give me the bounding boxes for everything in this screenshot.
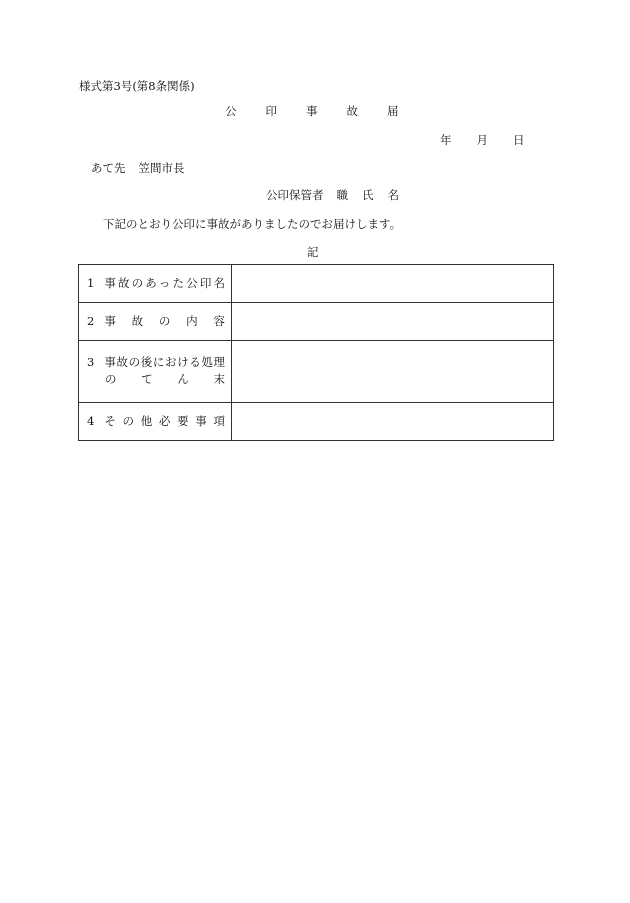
label-char: け <box>177 355 189 370</box>
label-char: お <box>164 355 177 370</box>
label-char: 内 <box>186 313 198 328</box>
row-label-text <box>104 356 225 370</box>
row-label-cell <box>79 303 232 341</box>
label-char: 要 <box>177 413 189 428</box>
row-label-cell <box>79 341 232 403</box>
holder-name-char: 氏 <box>362 188 374 202</box>
label-char: 故 <box>131 313 144 328</box>
label-char: っ <box>158 275 171 290</box>
holder-name-char: 職 <box>336 188 348 202</box>
label-char: あ <box>145 275 157 290</box>
row-label-cell <box>79 265 232 303</box>
label-char: 後 <box>140 355 153 370</box>
label-char: そ <box>104 413 116 428</box>
incident-table <box>78 264 554 441</box>
table-row <box>79 341 554 403</box>
seal-holder-label: 公印保管者 <box>266 188 324 202</box>
label-char: の <box>122 413 135 428</box>
title-char: 公 <box>225 104 237 118</box>
label-char: の <box>158 313 171 328</box>
label-char: 事 <box>104 275 116 290</box>
label-char: 事 <box>104 313 116 328</box>
label-char: 容 <box>213 313 225 328</box>
label-char: ん <box>177 372 189 386</box>
holder-name-char: 名 <box>387 188 399 202</box>
row-label <box>87 356 225 370</box>
label-char: 公 <box>186 275 198 290</box>
label-char: て <box>141 372 153 386</box>
table-row <box>79 403 554 441</box>
title-char: 故 <box>346 104 358 118</box>
row-value-field[interactable] <box>232 265 554 303</box>
row-label-text <box>104 315 225 329</box>
body-text: 下記のとおり公印に事故がありましたのでお届けします。 <box>103 217 402 231</box>
label-char: の <box>131 275 144 290</box>
title-char: 事 <box>306 104 318 118</box>
ki-heading: 記 <box>307 245 319 259</box>
row-value-field[interactable] <box>232 303 554 341</box>
label-char: た <box>172 275 185 290</box>
row-value-field[interactable] <box>232 403 554 441</box>
row-number: 4 <box>87 413 95 428</box>
label-char: 事 <box>195 413 207 428</box>
document-title <box>225 105 399 119</box>
table-row <box>79 265 554 303</box>
title-char: 届 <box>387 104 399 118</box>
form-number: 様式第3号(第8条関係) <box>79 79 195 93</box>
seal-holder <box>266 189 399 203</box>
label-char: 処 <box>201 355 213 370</box>
label-char: 必 <box>158 413 171 428</box>
label-char: の <box>105 372 117 386</box>
row-value-field[interactable] <box>232 341 554 403</box>
title-char: 印 <box>265 104 277 118</box>
row-number: 1 <box>87 275 95 290</box>
date-day-label: 日 <box>513 133 525 147</box>
table-row <box>79 303 554 341</box>
row-label-text <box>104 415 225 429</box>
row-label <box>87 277 225 291</box>
label-char: 故 <box>116 355 128 370</box>
row-label-text <box>104 277 225 291</box>
label-char: 故 <box>117 275 130 290</box>
row-label-cell <box>79 403 232 441</box>
addressee-name: 笠間市長 <box>138 161 185 175</box>
date-line <box>440 134 525 148</box>
label-char: に <box>152 355 165 370</box>
row-number: 3 <box>87 355 95 370</box>
label-char: る <box>189 355 201 370</box>
row-label-subline <box>105 373 225 387</box>
label-char: 名 <box>213 275 225 290</box>
label-char: 印 <box>199 275 212 290</box>
date-year-label: 年 <box>440 133 452 147</box>
label-char: 他 <box>140 413 153 428</box>
label-char: の <box>128 355 141 370</box>
label-char: 事 <box>104 355 116 370</box>
label-char: 項 <box>213 413 225 428</box>
row-label <box>87 415 225 429</box>
addressee-label: あて先 <box>91 161 126 175</box>
seal-holder-name-fields <box>337 188 400 202</box>
label-char: 末 <box>213 372 225 386</box>
row-label <box>87 315 225 329</box>
row-number: 2 <box>87 313 95 328</box>
date-month-label: 月 <box>476 133 488 147</box>
addressee <box>91 162 185 176</box>
label-char: 理 <box>213 355 225 370</box>
